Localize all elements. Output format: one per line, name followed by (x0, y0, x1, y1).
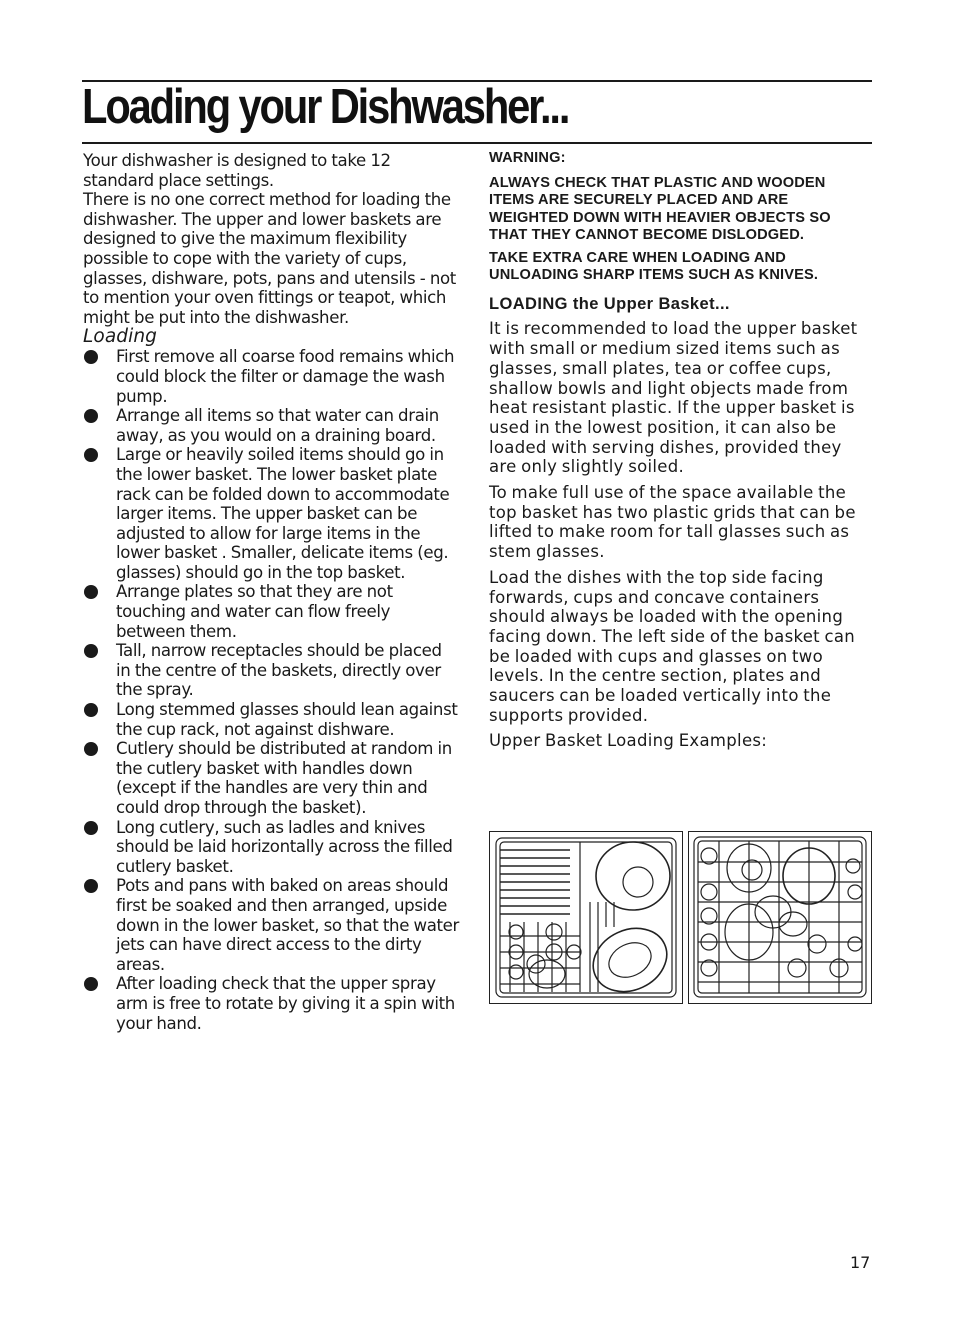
list-item-text: Long stemmed glasses should lean against the cup rack, not against dishware. (116, 700, 458, 739)
list-item (83, 347, 459, 406)
list-item-text: Arrange plates so that they are not touching and water can flow freely between them. (116, 582, 393, 641)
upper-basket-heading: LOADING the Upper Basket... (489, 295, 730, 314)
list-item (83, 739, 459, 817)
warning-text-2: TAKE EXTRA CARE WHEN LOADING AND UNLOADING SHARP ITEMS SUCH AS KNIVES. (489, 250, 819, 284)
warning-text-1: ALWAYS CHECK THAT PLASTIC AND WOODEN ITEMS ARE SECURELY PLACED AND ARE WEIGHTED DOWN WITH HEAVIER OBJECTS SO THAT THEY CANNOT BECOME DISLODGED. (489, 175, 831, 243)
list-item-text: Cutlery should be distributed at random in the cutlery basket with handles down (except if the handles are very thin and could drop through the basket). (116, 739, 452, 817)
list-item-text: Pots and pans with baked on areas should first be soaked and then arranged, upside down in the lower basket, so that the water jets can have direct access to the dirty areas. (116, 876, 460, 974)
examples-label: Upper Basket Loading Examples: (489, 731, 768, 751)
left-column (83, 151, 459, 1033)
intro-paragraph-2: There is no one correct method for loading the dishwasher. The upper and lower baskets are designed to give the maximum flexibility possible to cope with the variety of cups, glasses, dishware, pots, pans and utensils - not to mention your oven fittings or teapot, which might be put into the dishwasher. (83, 190, 456, 327)
bullet-icon (84, 879, 98, 893)
bullet-icon (84, 350, 98, 364)
list-item-text: Arrange all items so that water can drain away, as you would on a draining board. (116, 406, 439, 445)
loading-heading: Loading (83, 326, 158, 348)
bullet-icon (84, 644, 98, 658)
bullet-icon (84, 703, 98, 717)
list-item (83, 818, 459, 877)
list-item (83, 876, 459, 974)
list-item (83, 641, 459, 700)
upper-basket-example-1 (489, 831, 683, 1004)
warning-label: WARNING: (489, 150, 566, 166)
list-item (83, 974, 459, 1033)
bullet-icon (84, 977, 98, 991)
list-item (83, 582, 459, 641)
right-column (489, 150, 872, 757)
upper-basket-paragraph-3: Load the dishes with the top side facing forwards, cups and concave containers should always be loaded with the opening facing down. The left side of the basket can be loaded with cups and glasses on two levels. In the centre section, plates and saucers can be loaded vertically into the supports provided. (489, 567, 856, 725)
upper-basket-examples (489, 831, 872, 1004)
page-number: 17 (850, 1253, 871, 1272)
basket-illustration-1 (490, 832, 682, 1003)
bullet-icon (84, 821, 98, 835)
upper-basket-paragraph-2: To make full use of the space available the top basket has two plastic grids that can be lifted to make room for tall glasses such as stem glasses. (489, 483, 856, 562)
bullet-icon (84, 409, 98, 423)
list-item (83, 700, 459, 739)
list-item-text: After loading check that the upper spray arm is free to rotate by giving it a spin with your hand. (116, 974, 455, 1033)
title-rule-bottom (82, 142, 872, 144)
bullet-icon (84, 742, 98, 756)
list-item-text: Large or heavily soiled items should go in the lower basket. The lower basket plate rack can be folded down to accommodate larger items. The upper basket can be adjusted to allow for large items in the lower basket . Smaller, delicate items (eg. glasses) should go in the top basket. (116, 445, 450, 582)
list-item-text: First remove all coarse food remains which could block the filter or damage the wash pump. (116, 347, 455, 406)
list-item-text: Tall, narrow receptacles should be placed in the centre of the baskets, directly over the spray. (116, 641, 442, 700)
list-item (83, 445, 459, 582)
list-item-text: Long cutlery, such as ladles and knives should be laid horizontally across the filled cutlery basket. (116, 817, 453, 876)
upper-basket-example-2 (688, 831, 872, 1004)
loading-tips-list (83, 347, 459, 1033)
list-item (83, 406, 459, 445)
bullet-icon (84, 585, 98, 599)
page-title: Loading your Dishwasher... (82, 80, 569, 134)
intro-paragraph-1: Your dishwasher is designed to take 12 standard place settings. (83, 151, 391, 190)
bullet-icon (84, 448, 98, 462)
basket-illustration-2 (689, 832, 871, 1003)
upper-basket-paragraph-1: It is recommended to load the upper basket with small or medium sized items such as glasses, small plates, tea or coffee cups, shallow bowls and light objects made from heat resistant plastic. If the upper basket is used in the lowest position, it can also be loaded with serving dishes, provided they are only slightly soiled. (489, 319, 858, 477)
